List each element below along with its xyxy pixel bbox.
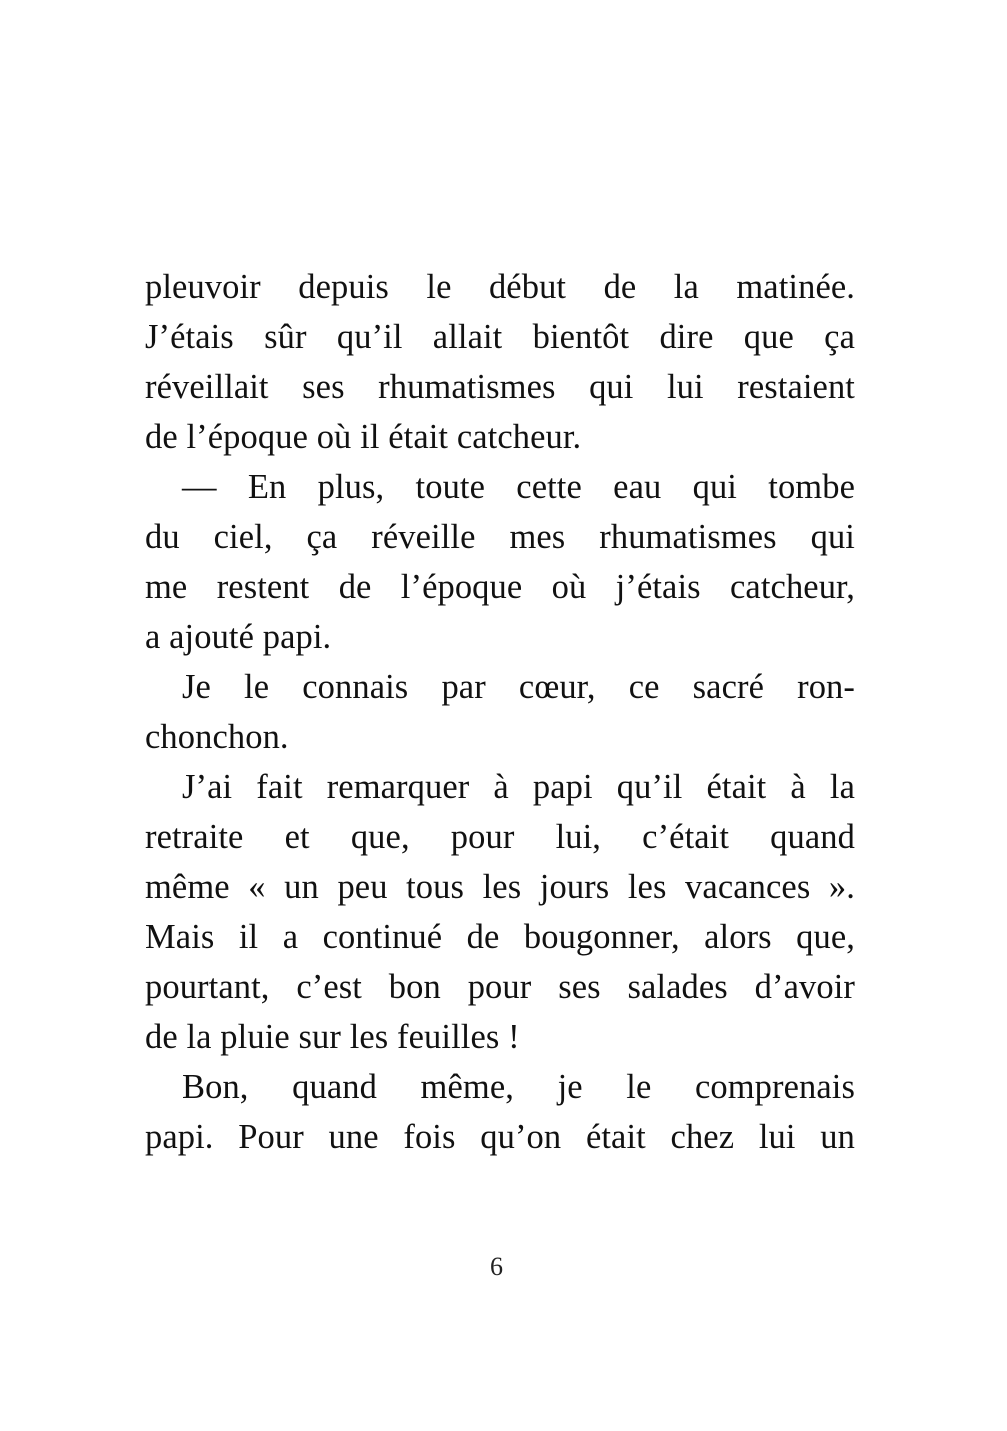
text-line: réveillait ses rhumatismes qui lui restaient <box>145 368 855 406</box>
text-line: de la pluie sur les feuilles ! <box>145 1018 520 1056</box>
text-line: pourtant, c’est bon pour ses salades d’avoir <box>145 968 855 1006</box>
text-line: J’étais sûr qu’il allait bientôt dire que ça <box>145 318 855 356</box>
text-line: Je le connais par cœur, ce sacré ron- <box>182 668 855 706</box>
text-line: — En plus, toute cette eau qui tombe <box>182 468 855 506</box>
text-line: Mais il a continué de bougonner, alors que, <box>145 918 855 956</box>
text-line: J’ai fait remarquer à papi qu’il était à la <box>182 768 855 806</box>
body-text <box>145 262 855 1162</box>
text-line: me restent de l’époque où j’étais catcheur, <box>145 568 855 606</box>
text-line: chonchon. <box>145 718 289 756</box>
text-line: pleuvoir depuis le début de la matinée. <box>145 268 855 306</box>
text-line: même « un peu tous les jours les vacances ». <box>145 868 855 906</box>
text-line: retraite et que, pour lui, c’était quand <box>145 818 855 856</box>
text-line: du ciel, ça réveille mes rhumatismes qui <box>145 518 855 556</box>
text-line: Bon, quand même, je le comprenais <box>182 1068 855 1106</box>
text-line: papi. Pour une fois qu’on était chez lui un <box>145 1118 855 1156</box>
page-number: 6 <box>490 1252 503 1281</box>
text-line: a ajouté papi. <box>145 618 332 656</box>
text-line: de l’époque où il était catcheur. <box>145 418 582 456</box>
